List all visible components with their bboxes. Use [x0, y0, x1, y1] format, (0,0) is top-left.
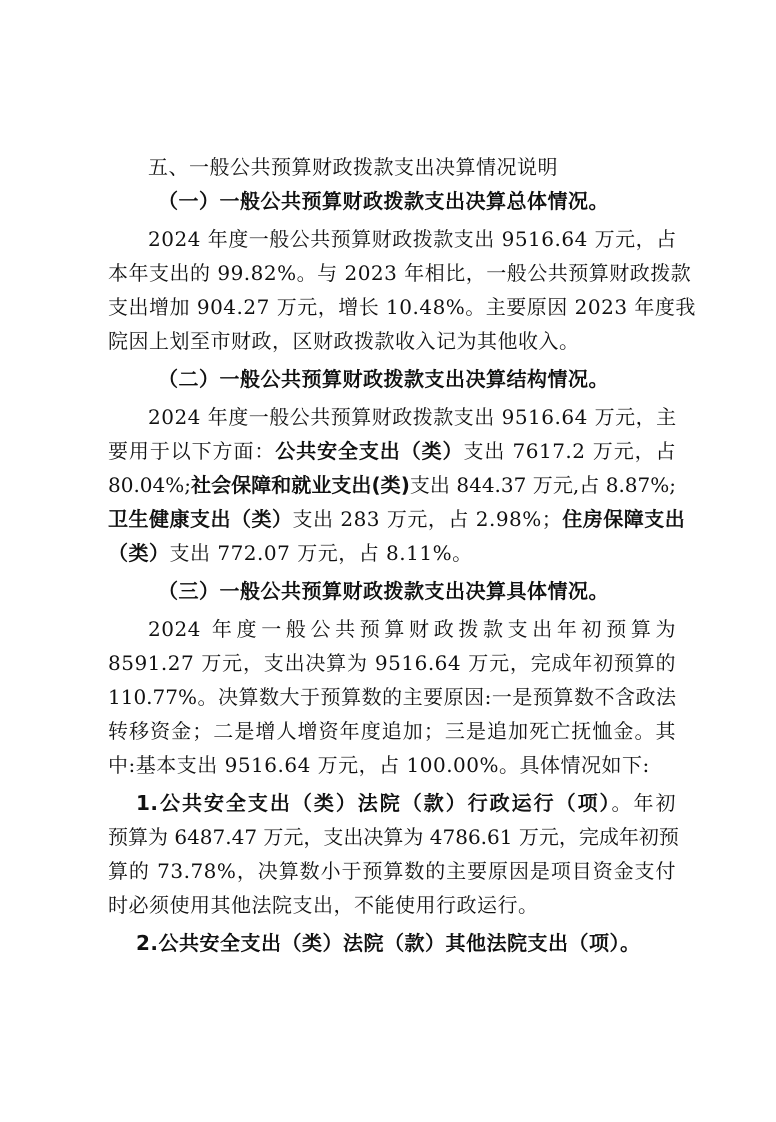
sub2-line-2-text-c: 支出 7617.2 万元，占: [463, 439, 677, 463]
sub2-line-5: [108, 536, 676, 570]
sub2-category-public-security: 公共安全支出（类）: [275, 439, 464, 463]
sub1-line-1: 2024 年度一般公共预算财政拨款支出 9516.64 万元，占: [148, 227, 677, 251]
sub2-line-2: [108, 434, 676, 468]
sub3-heading: （三）一般公共预算财政拨款支出决算具体情况。: [158, 579, 609, 603]
item1-line-2: 算的 73.78%，决算数小于预算数的主要原因是项目资金支付: [108, 859, 676, 883]
document-page: [108, 150, 696, 960]
sub1-line-3: 支出增加 904.27 万元，增长 10.48%。主要原因 2023 年度我: [108, 295, 696, 319]
sub2-line-1: 2024 年度一般公共预算财政拨款支出 9516.64 万元，主: [148, 405, 677, 429]
item1-line-3: 时必须使用其他法院支出，不能使用行政运行。: [108, 893, 539, 917]
item1-title-line: [108, 786, 676, 820]
sub1-line-4: 院因上划至市财政，区财政拨款收入记为其他收入。: [108, 329, 580, 353]
sub2-category-housing-tail: （类）: [108, 541, 170, 565]
sub1-heading: （一）一般公共预算财政拨款支出决算总体情况。: [158, 189, 609, 213]
sub2-category-social-security: 社会保障和就业支出(类): [191, 473, 410, 497]
sub2-line-3-text-c: 支出 844.37 万元,占 8.87%;: [409, 473, 676, 497]
item1-line-1: 预算为 6487.47 万元，支出决算为 4786.61 万元，完成年初预: [108, 825, 679, 849]
item1-title: 1.公共安全支出（类）法院（款）行政运行（项）: [136, 791, 612, 815]
item1-title-tail: 。年初: [611, 791, 677, 815]
sub2-line-3: [108, 468, 676, 502]
sub2-line-5-text-b: 支出 772.07 万元，占 8.11%。: [169, 541, 473, 565]
sub2-line-2-text-a: 要用于以下方面：: [108, 439, 276, 463]
sub3-line-3: 110.77%。决算数大于预算数的主要原因:一是预算数不含政法: [108, 685, 676, 709]
sub3-line-5: 中:基本支出 9516.64 万元，占 100.00%。具体情况如下:: [108, 753, 650, 777]
sub3-line-2: 8591.27 万元，支出决算为 9516.64 万元，完成年初预算的: [108, 651, 676, 675]
sub1-line-2: 本年支出的 99.82%。与 2023 年相比，一般公共预算财政拨款: [108, 261, 692, 285]
item2-title: 2.公共安全支出（类）法院（款）其他法院支出（项）。: [136, 931, 641, 955]
sub3-line-1: 2024 年度一般公共预算财政拨款支出年初预算为: [148, 617, 676, 641]
sub2-category-housing: 住房保障支出: [562, 507, 686, 531]
sub2-category-health: 卫生健康支出（类）: [108, 507, 293, 531]
sub3-line-4: 转移资金；二是增人增资年度追加；三是追加死亡抚恤金。其: [108, 719, 676, 743]
section-title: 五、一般公共预算财政拨款支出决算情况说明: [148, 155, 558, 179]
sub2-line-4: [108, 502, 686, 536]
sub2-line-3-text-a: 80.04%;: [108, 473, 191, 497]
sub2-line-4-text-b: 支出 283 万元，占 2.98%；: [292, 507, 563, 531]
sub2-heading: （二）一般公共预算财政拨款支出决算结构情况。: [158, 367, 609, 391]
